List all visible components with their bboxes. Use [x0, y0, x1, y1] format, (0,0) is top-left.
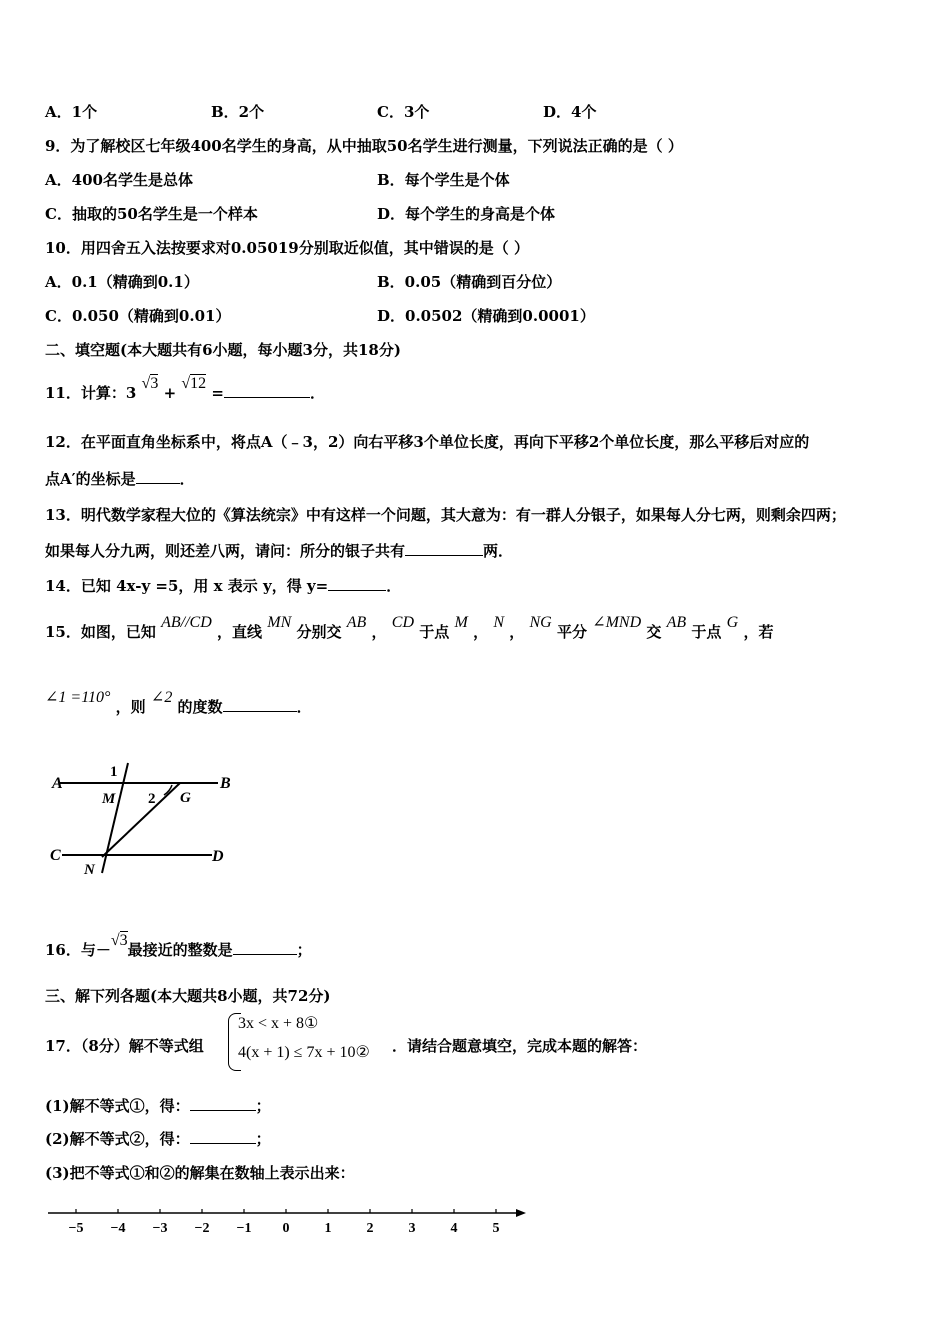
- number-line-tick-label: 2: [366, 1221, 374, 1236]
- q15-text: 15．如图，已知: [45, 623, 156, 641]
- q15-text: 于点: [419, 623, 450, 641]
- q16: [45, 932, 312, 961]
- q17-step1-end: ；: [255, 1097, 271, 1115]
- q10-option-b: B．0.05（精确到百分位）: [377, 273, 562, 291]
- q17-step3: (3)把不等式①和②的解集在数轴上表示出来：: [45, 1164, 355, 1182]
- label-a: A: [52, 775, 63, 792]
- sqrt-symbol: √: [110, 932, 120, 949]
- q9-stem: 9．为了解校区七年级400名学生的身高，从中抽取50名学生进行测量，下列说法正确的是（ ）: [45, 137, 683, 155]
- sqrt-symbol: √: [181, 375, 191, 392]
- label-angle1: 1: [110, 764, 118, 780]
- q11-rad1: 3: [150, 375, 159, 392]
- q17-step2-end: ；: [255, 1130, 271, 1148]
- q15-text: 交: [646, 623, 662, 641]
- q15-ab: AB: [666, 614, 687, 631]
- q10-stem: 10．用四舍五入法按要求对0.05019分别取近似值，其中错误的是（ ）: [45, 239, 529, 257]
- q16-answer-blank[interactable]: [233, 940, 297, 955]
- sqrt-symbol: √: [141, 375, 151, 392]
- q14-answer-blank[interactable]: [328, 576, 386, 591]
- q11-answer-blank[interactable]: [224, 383, 310, 398]
- label-n: N: [84, 862, 95, 878]
- q17-step1: [45, 1096, 271, 1116]
- q17-step2-blank[interactable]: [190, 1129, 256, 1144]
- q17-suffix: ．请结合题意填空，完成本题的解答：: [392, 1037, 648, 1055]
- q15-g: G: [726, 614, 739, 631]
- q15-answer-blank[interactable]: [223, 697, 297, 712]
- q8-option-b: B．2个: [211, 103, 265, 121]
- q15-mn: MN: [267, 614, 292, 631]
- q8-option-c: C．3个: [377, 103, 430, 121]
- q15-text: ，直线: [217, 623, 263, 641]
- q17-prefix: 17．（8分）解不等式组: [45, 1037, 204, 1055]
- q13-line2-prefix: 如果每人分九两，则还差八两，请问：所分的银子共有: [45, 542, 406, 560]
- q13-line2: [45, 541, 513, 561]
- q15-text: 于点: [691, 623, 722, 641]
- q10-option-c: C．0.050（精确到0.01）: [45, 307, 231, 325]
- q14-end: ．: [386, 577, 402, 595]
- q15-text: ，则: [115, 698, 146, 716]
- q9-option-d: D．每个学生的身高是个体: [377, 205, 556, 223]
- q11-eq: =: [211, 384, 224, 402]
- q11-sqrt12: [181, 375, 206, 392]
- number-line: [40, 1200, 540, 1244]
- q11: [45, 375, 325, 404]
- section2-heading: 二、填空题(本大题共有6小题，每小题3分，共18分): [45, 341, 401, 359]
- q15-text: ，: [371, 623, 387, 641]
- q11-sqrt3: [142, 375, 159, 392]
- label-angle2: 2: [148, 791, 156, 807]
- number-line-tick-label: 0: [282, 1221, 290, 1236]
- label-b: B: [220, 775, 231, 792]
- q11-prefix: 11．计算：3: [45, 384, 137, 402]
- q11-end: ．: [309, 384, 325, 402]
- q16-end: ；: [296, 941, 312, 959]
- q15-condition: ∠1 =110°: [45, 689, 111, 706]
- label-m: M: [102, 791, 116, 807]
- q9-option-a: A．400名学生是总体: [45, 171, 193, 189]
- q14-prefix: 14．已知 4x-y =5，用 x 表示 y，得 y=: [45, 577, 329, 595]
- number-line-tick-label: −2: [194, 1221, 210, 1236]
- q16-rad: 3: [119, 932, 128, 949]
- q8-option-d: D．4个: [543, 103, 597, 121]
- q15-line2: [45, 689, 312, 718]
- section3-heading: 三、解下列各题(本大题共8小题，共72分): [45, 987, 331, 1005]
- number-line-tick-label: −5: [68, 1221, 84, 1236]
- q15-figure: [40, 755, 240, 885]
- q15-ab-parallel-cd: AB//CD: [161, 614, 212, 631]
- q14: [45, 576, 401, 596]
- q13-line2-end: 两．: [483, 542, 514, 560]
- q12-answer-blank[interactable]: [136, 469, 180, 484]
- number-line-tick-label: 5: [492, 1221, 500, 1236]
- q10-option-d: D．0.0502（精确到0.0001）: [377, 307, 595, 325]
- q12-line2-end: ．: [179, 470, 195, 488]
- q12-line1: 12．在平面直角坐标系中，将点A（﹣3，2）向右平移3个单位长度，再向下平移2个单位长度，那么平移后对应的: [45, 433, 810, 451]
- q8-option-a: A．1个: [45, 103, 98, 121]
- q10-option-a: A．0.1（精确到0.1）: [45, 273, 199, 291]
- number-line-tick-label: −4: [110, 1221, 126, 1236]
- q13-answer-blank[interactable]: [405, 541, 483, 556]
- q15-n: N: [493, 614, 504, 631]
- q16-mid: 最接近的整数是: [127, 941, 233, 959]
- q15-angle2: ∠2: [150, 689, 173, 706]
- q15-ng: NG: [529, 614, 552, 631]
- number-line-arrow: [516, 1209, 526, 1217]
- q15-line1: [45, 614, 774, 643]
- q16-sqrt3: [111, 932, 128, 949]
- q15-ab: AB: [346, 614, 367, 631]
- q17-ineq2: 4(x + 1) ≤ 7x + 10②: [238, 1044, 370, 1061]
- label-g: G: [180, 790, 191, 806]
- q17-step2: [45, 1129, 271, 1149]
- number-line-tick-label: −3: [152, 1221, 168, 1236]
- q13-line1: 13．明代数学家程大位的《算法统宗》中有这样一个问题，其大意为：有一群人分银子，如果每人分七两，则剩余四两；: [45, 506, 846, 524]
- q15-text: 的度数: [177, 698, 223, 716]
- q17-step1-prefix: (1)解不等式①，得：: [45, 1097, 190, 1115]
- q15-text: ，: [473, 623, 489, 641]
- q15-text: 分别交: [296, 623, 342, 641]
- q12-line2: [45, 469, 195, 489]
- q12-line2-prefix: 点A′的坐标是: [45, 470, 136, 488]
- q15-m: M: [454, 614, 468, 631]
- number-line-tick-label: 3: [408, 1221, 416, 1236]
- number-line-tick-label: −1: [236, 1221, 252, 1236]
- q17-ineq1: 3x < x + 8①: [238, 1015, 319, 1032]
- q11-plus: +: [163, 384, 177, 402]
- q15-cd: CD: [391, 614, 415, 631]
- q15-text: 平分: [556, 623, 587, 641]
- label-d: D: [212, 848, 224, 865]
- q16-prefix: 16．与－: [45, 941, 111, 959]
- q15-text: ，: [509, 623, 525, 641]
- number-line-tick-label: 4: [450, 1221, 458, 1236]
- number-line-tick-label: 1: [324, 1221, 332, 1236]
- q15-text: ，若: [743, 623, 774, 641]
- q17-step1-blank[interactable]: [190, 1096, 256, 1111]
- q9-option-b: B．每个学生是个体: [377, 171, 510, 189]
- q17-step2-prefix: (2)解不等式②，得：: [45, 1130, 190, 1148]
- q9-option-c: C．抽取的50名学生是一个样本: [45, 205, 258, 223]
- label-c: C: [50, 847, 61, 864]
- q15-angle-mnd: ∠MND: [592, 614, 642, 631]
- q11-rad2: 12: [190, 375, 207, 392]
- q15-end: ．: [296, 698, 312, 716]
